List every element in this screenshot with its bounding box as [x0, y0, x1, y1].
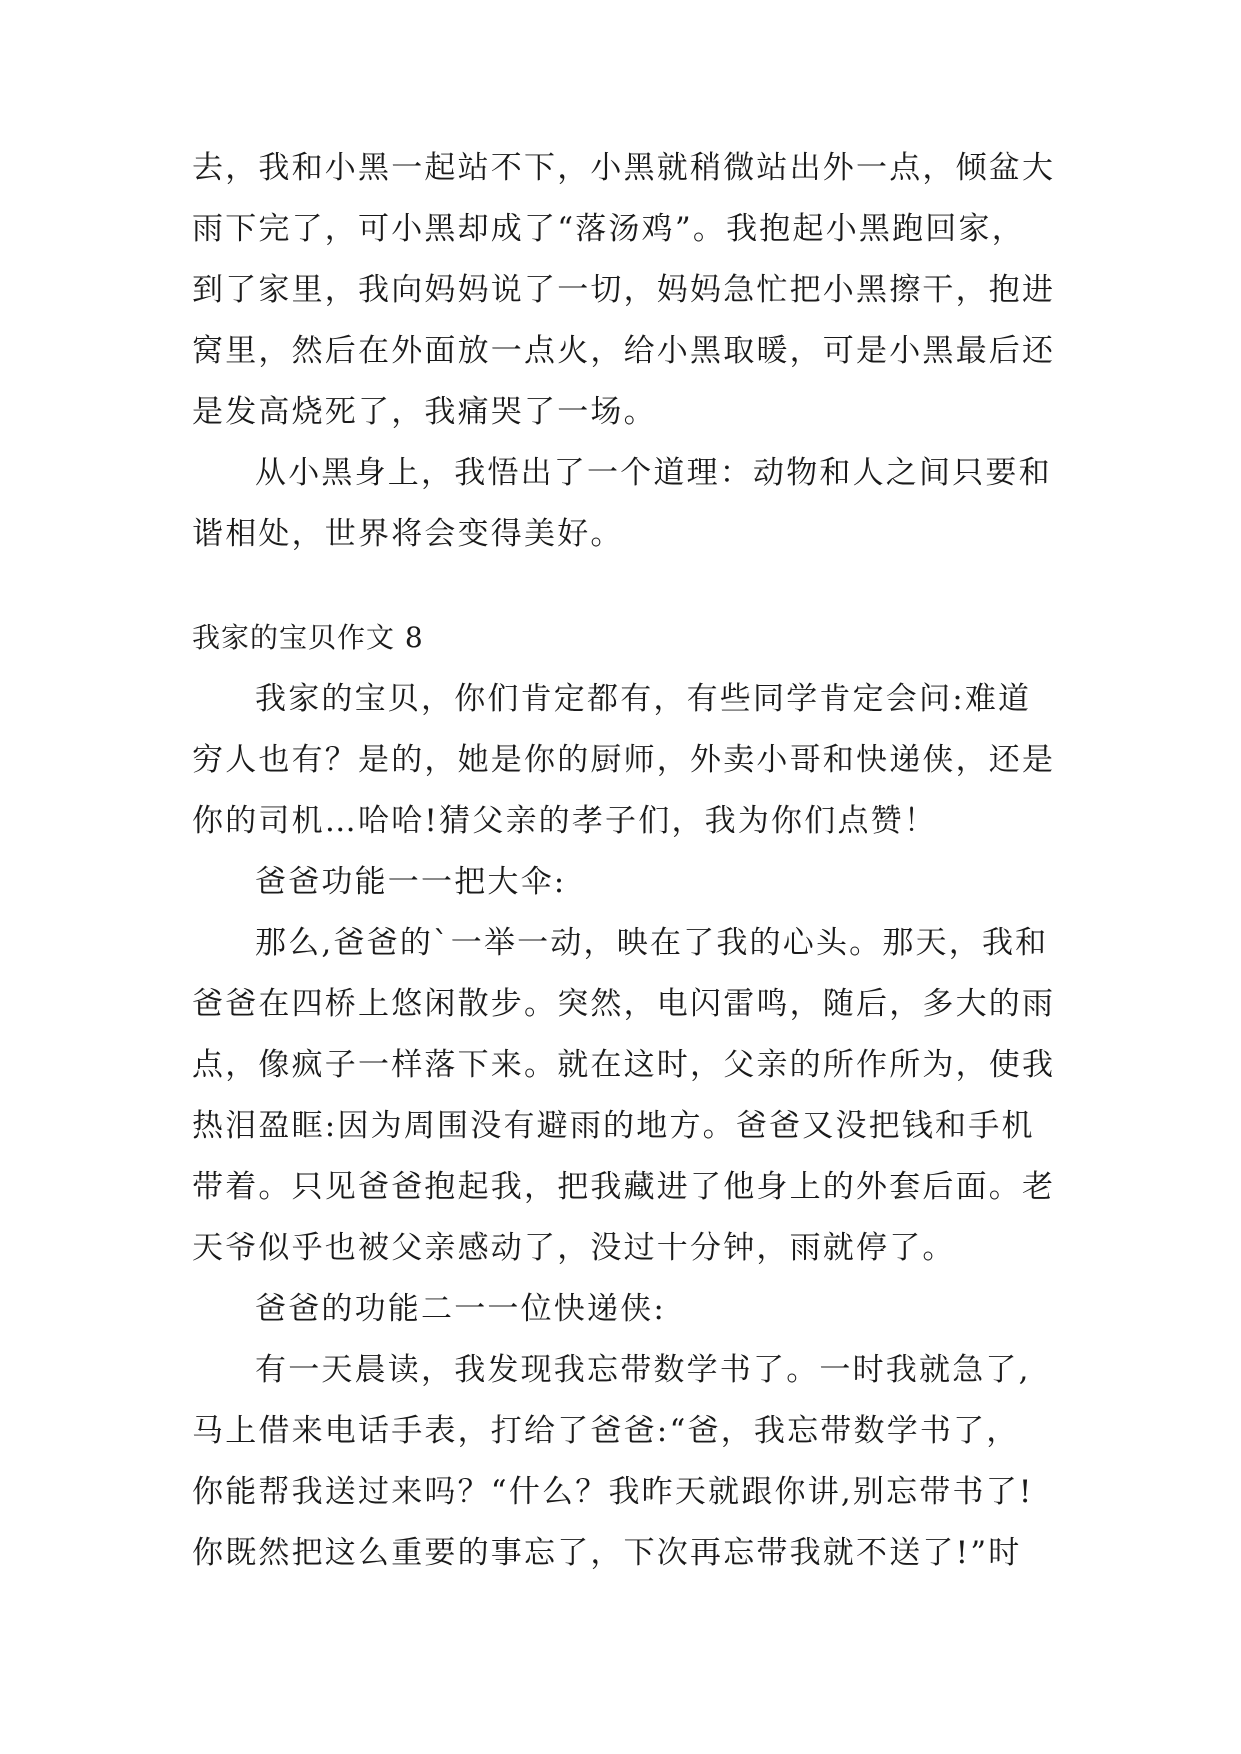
- paragraph-line: 热泪盈眶:因为周围没有避雨的地方。爸爸又没把钱和手机: [192, 1108, 1035, 1144]
- paragraph-line: 点，像疯子一样落下来。就在这时，父亲的所作所为，使我: [192, 1047, 1056, 1083]
- paragraph-line: 你能帮我送过来吗？“什么？我昨天就跟你讲,别忘带书了!: [192, 1474, 1034, 1510]
- section-heading: 我家的宝贝作文 8: [192, 621, 424, 654]
- paragraph-line: 那么,爸爸的`一举一动，映在了我的心头。那天，我和: [255, 925, 1049, 961]
- subheading-line: 爸爸功能一一把大伞:: [255, 864, 567, 900]
- paragraph-line: 窝里，然后在外面放一点火，给小黑取暖，可是小黑最后还: [192, 333, 1056, 369]
- paragraph-line: 你既然把这么重要的事忘了，下次再忘带我就不送了!”时: [192, 1535, 1022, 1571]
- paragraph-line: 谐相处，世界将会变得美好。: [192, 516, 624, 552]
- paragraph-line: 雨下完了，可小黑却成了“落汤鸡”。我抱起小黑跑回家，: [192, 211, 1025, 247]
- paragraph-line: 穷人也有？是的，她是你的厨师，外卖小哥和快递侠，还是: [192, 742, 1056, 778]
- paragraph-line: 带着。只见爸爸抱起我，把我藏进了他身上的外套后面。老: [192, 1169, 1056, 1205]
- paragraph-line: 从小黑身上，我悟出了一个道理：动物和人之间只要和: [255, 455, 1052, 491]
- subheading-line: 爸爸的功能二一一位快递侠:: [255, 1291, 667, 1327]
- paragraph-line: 是发高烧死了，我痛哭了一场。: [192, 394, 657, 430]
- paragraph-line: 你的司机…哈哈!猜父亲的孝子们，我为你们点赞！: [192, 803, 938, 839]
- paragraph-line: 天爷似乎也被父亲感动了，没过十分钟，雨就停了。: [192, 1230, 956, 1266]
- paragraph-line: 到了家里，我向妈妈说了一切，妈妈急忙把小黑擦干，抱进: [192, 272, 1056, 308]
- paragraph-line: 爸爸在四桥上悠闲散步。突然，电闪雷鸣，随后，多大的雨: [192, 986, 1056, 1022]
- paragraph-line: 马上借来电话手表，打给了爸爸:“爸，我忘带数学书了，: [192, 1413, 1020, 1449]
- paragraph-line: 去，我和小黑一起站不下，小黑就稍微站出外一点，倾盆大: [192, 150, 1056, 186]
- paragraph-line: 我家的宝贝，你们肯定都有，有些同学肯定会问:难道: [255, 681, 1032, 717]
- paragraph-line: 有一天晨读，我发现我忘带数学书了。一时我就急了,: [255, 1352, 1031, 1388]
